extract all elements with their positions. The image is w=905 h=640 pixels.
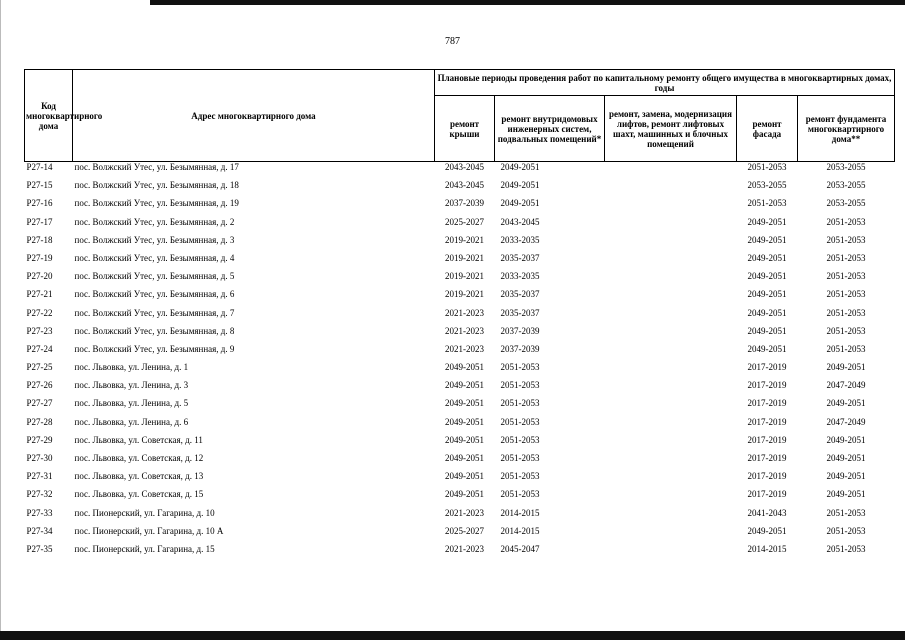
table-row <box>25 326 895 344</box>
cell-elevators <box>605 398 737 416</box>
cell-code: P27-28 <box>26 416 53 427</box>
cell-address: пос. Волжский Утес, ул. Безымянная, д. 3 <box>74 234 235 245</box>
cell-engineering: 2014-2015 <box>500 507 540 518</box>
cell-elevators <box>605 344 737 362</box>
table-row <box>25 271 895 289</box>
cell-foundation: 2049-2051 <box>826 453 866 463</box>
table-row <box>25 180 895 198</box>
cell-engineering: 2049-2051 <box>500 198 540 209</box>
cell-facade: 2049-2051 <box>747 252 787 263</box>
cell-foundation: 2051-2053 <box>826 252 866 263</box>
cell-address: пос. Волжский Утес, ул. Безымянная, д. 8 <box>74 325 235 336</box>
cell-elevators <box>605 162 737 181</box>
cell-code: P27-18 <box>26 234 53 245</box>
cell-facade: 2053-2055 <box>747 180 787 191</box>
cell-elevators <box>605 326 737 344</box>
cell-roof: 2021-2023 <box>445 343 484 354</box>
cell-elevators <box>605 362 737 380</box>
scan-top-bar <box>150 0 905 5</box>
cell-address: пос. Волжский Утес, ул. Безымянная, д. 18 <box>74 180 239 191</box>
cell-engineering: 2051-2053 <box>500 398 540 409</box>
cell-foundation: 2049-2051 <box>826 471 866 482</box>
cell-facade: 2017-2019 <box>747 489 787 500</box>
cell-elevators <box>605 453 737 471</box>
table-row <box>25 544 895 562</box>
cell-roof: 2049-2051 <box>445 434 484 445</box>
cell-engineering: 2051-2053 <box>500 453 540 463</box>
header-address: Адрес многоквартирного дома <box>73 70 435 162</box>
cell-code: P27-31 <box>26 471 53 482</box>
cell-foundation: 2049-2051 <box>826 434 866 445</box>
cell-foundation: 2051-2053 <box>826 343 866 354</box>
cell-facade: 2051-2053 <box>747 198 787 209</box>
cell-engineering: 2051-2053 <box>500 362 540 373</box>
cell-facade: 2049-2051 <box>747 289 787 300</box>
cell-engineering: 2035-2037 <box>500 252 540 263</box>
cell-roof: 2049-2051 <box>445 398 484 409</box>
table-row <box>25 162 895 181</box>
cell-engineering: 2051-2053 <box>500 489 540 500</box>
cell-elevators <box>605 544 737 562</box>
cell-address: пос. Львовка, ул. Советская, д. 11 <box>74 434 203 445</box>
table-row <box>25 471 895 489</box>
cell-roof: 2037-2039 <box>445 198 484 209</box>
cell-engineering: 2051-2053 <box>500 434 540 445</box>
cell-foundation: 2051-2053 <box>826 271 866 282</box>
cell-facade: 2017-2019 <box>747 362 787 373</box>
cell-roof: 2021-2023 <box>445 307 484 318</box>
cell-foundation: 2053-2055 <box>826 198 866 209</box>
cell-roof: 2049-2051 <box>445 471 484 482</box>
cell-facade: 2017-2019 <box>747 380 787 391</box>
cell-foundation: 2049-2051 <box>826 398 866 409</box>
table-row <box>25 362 895 380</box>
header-foundation: ремонт фундамента многоквартирного дома** <box>798 96 895 162</box>
page-number: 787 <box>445 36 460 47</box>
cell-address: пос. Львовка, ул. Советская, д. 15 <box>74 489 204 500</box>
cell-address: пос. Волжский Утес, ул. Безымянная, д. 9 <box>74 343 235 354</box>
cell-code: P27-26 <box>26 380 53 391</box>
cell-foundation: 2051-2053 <box>826 289 866 300</box>
table-row <box>25 380 895 398</box>
cell-code: P27-23 <box>26 325 53 336</box>
cell-foundation: 2049-2051 <box>826 489 866 500</box>
cell-facade: 2017-2019 <box>747 453 787 463</box>
cell-code: P27-25 <box>26 362 53 373</box>
cell-code: P27-16 <box>26 198 53 209</box>
cell-foundation: 2049-2051 <box>826 362 866 373</box>
page-left-border <box>0 0 1 631</box>
cell-facade: 2017-2019 <box>747 434 787 445</box>
table-row <box>25 217 895 235</box>
cell-code: P27-22 <box>26 307 53 318</box>
table-row <box>25 508 895 526</box>
cell-code: P27-24 <box>26 343 53 354</box>
cell-engineering: 2035-2037 <box>500 307 540 318</box>
cell-address: пос. Волжский Утес, ул. Безымянная, д. 7 <box>74 307 235 318</box>
cell-elevators <box>605 180 737 198</box>
cell-address: пос. Волжский Утес, ул. Безымянная, д. 4 <box>74 252 235 263</box>
cell-address: пос. Пионерский, ул. Гагарина, д. 15 <box>74 543 215 554</box>
cell-facade: 2049-2051 <box>747 271 787 282</box>
cell-facade: 2017-2019 <box>747 398 787 409</box>
cell-facade: 2017-2019 <box>747 471 787 482</box>
cell-foundation: 2051-2053 <box>826 525 866 536</box>
cell-engineering: 2051-2053 <box>500 416 540 427</box>
cell-foundation: 2051-2053 <box>826 216 866 227</box>
cell-facade: 2014-2015 <box>747 543 787 554</box>
cell-elevators <box>605 380 737 398</box>
cell-roof: 2019-2021 <box>445 271 484 282</box>
cell-address: пос. Львовка, ул. Ленина, д. 3 <box>74 380 189 391</box>
table-row <box>25 308 895 326</box>
cell-roof: 2049-2051 <box>445 362 484 373</box>
cell-roof: 2021-2023 <box>445 543 484 554</box>
cell-code: P27-19 <box>26 252 53 263</box>
cell-elevators <box>605 253 737 271</box>
cell-code: P27-27 <box>26 398 53 409</box>
cell-facade: 2049-2051 <box>747 234 787 245</box>
cell-roof: 2025-2027 <box>445 525 484 536</box>
cell-address: пос. Волжский Утес, ул. Безымянная, д. 5 <box>74 271 235 282</box>
cell-address: пос. Пионерский, ул. Гагарина, д. 10 <box>74 507 215 518</box>
cell-elevators <box>605 508 737 526</box>
cell-engineering: 2051-2053 <box>500 380 540 391</box>
table-row <box>25 526 895 544</box>
cell-engineering: 2037-2039 <box>500 343 540 354</box>
repair-schedule-table <box>24 69 895 562</box>
cell-address: пос. Волжский Утес, ул. Безымянная, д. 17 <box>74 162 239 172</box>
cell-facade: 2049-2051 <box>747 216 787 227</box>
cell-address: пос. Пионерский, ул. Гагарина, д. 10 А <box>74 525 224 536</box>
cell-code: P27-15 <box>26 180 53 191</box>
header-planned-periods: Плановые периоды проведения работ по капитальному ремонту общего имущества в многоквартирных домах, годы <box>435 70 895 96</box>
cell-elevators <box>605 235 737 253</box>
cell-address: пос. Волжский Утес, ул. Безымянная, д. 19 <box>74 198 239 209</box>
cell-foundation: 2053-2055 <box>826 162 866 172</box>
header-elevators: ремонт, замена, модернизация лифтов, ремонт лифтовых шахт, машинных и блочных помещений <box>605 96 737 162</box>
cell-code: P27-35 <box>26 543 53 554</box>
cell-roof: 2043-2045 <box>445 162 484 172</box>
cell-engineering: 2045-2047 <box>500 543 540 554</box>
table-row <box>25 235 895 253</box>
cell-code: P27-17 <box>26 216 53 227</box>
cell-roof: 2043-2045 <box>445 180 484 191</box>
cell-foundation: 2051-2053 <box>826 307 866 318</box>
cell-roof: 2049-2051 <box>445 489 484 500</box>
cell-address: пос. Волжский Утес, ул. Безымянная, д. 2 <box>74 216 235 227</box>
cell-address: пос. Львовка, ул. Ленина, д. 5 <box>74 398 189 409</box>
table-row <box>25 398 895 416</box>
table-row <box>25 453 895 471</box>
cell-address: пос. Волжский Утес, ул. Безымянная, д. 6 <box>74 289 235 300</box>
cell-facade: 2017-2019 <box>747 416 787 427</box>
cell-elevators <box>605 526 737 544</box>
cell-facade: 2041-2043 <box>747 507 787 518</box>
cell-elevators <box>605 198 737 216</box>
cell-facade: 2049-2051 <box>747 325 787 336</box>
cell-roof: 2019-2021 <box>445 252 484 263</box>
cell-foundation: 2051-2053 <box>826 325 866 336</box>
cell-code: P27-21 <box>26 289 53 300</box>
cell-foundation: 2047-2049 <box>826 416 866 427</box>
cell-roof: 2021-2023 <box>445 507 484 518</box>
cell-facade: 2049-2051 <box>747 525 787 536</box>
cell-elevators <box>605 308 737 326</box>
cell-facade: 2049-2051 <box>747 307 787 318</box>
table-row <box>25 344 895 362</box>
cell-address: пос. Львовка, ул. Ленина, д. 6 <box>74 416 189 427</box>
cell-roof: 2019-2021 <box>445 289 484 300</box>
cell-elevators <box>605 489 737 507</box>
header-code: Код многоквартирного дома <box>25 70 73 162</box>
table-row <box>25 435 895 453</box>
cell-foundation: 2051-2053 <box>826 507 866 518</box>
cell-elevators <box>605 417 737 435</box>
cell-engineering: 2049-2051 <box>500 162 540 172</box>
cell-code: P27-20 <box>26 271 53 282</box>
cell-roof: 2021-2023 <box>445 325 484 336</box>
cell-foundation: 2047-2049 <box>826 380 866 391</box>
cell-code: P27-29 <box>26 434 53 445</box>
scan-bottom-bar <box>0 631 905 640</box>
cell-address: пос. Львовка, ул. Ленина, д. 1 <box>74 362 189 373</box>
cell-engineering: 2014-2015 <box>500 525 540 536</box>
cell-elevators <box>605 271 737 289</box>
cell-code: P27-34 <box>26 525 53 536</box>
cell-address: пос. Львовка, ул. Советская, д. 13 <box>74 471 204 482</box>
table-row <box>25 289 895 307</box>
table-row <box>25 489 895 507</box>
header-roof: ремонт крыши <box>435 96 495 162</box>
table-row <box>25 198 895 216</box>
cell-code: P27-30 <box>26 453 53 463</box>
cell-engineering: 2033-2035 <box>500 271 540 282</box>
cell-elevators <box>605 471 737 489</box>
header-engineering: ремонт внутридомовых инженерных систем, подвальных помещений* <box>495 96 605 162</box>
table-row <box>25 417 895 435</box>
cell-engineering: 2033-2035 <box>500 234 540 245</box>
table-row <box>25 253 895 271</box>
cell-code: P27-14 <box>26 162 53 172</box>
header-facade: ремонт фасада <box>737 96 798 162</box>
table-body <box>25 162 895 563</box>
cell-foundation: 2053-2055 <box>826 180 866 191</box>
cell-address: пос. Львовка, ул. Советская, д. 12 <box>74 453 204 463</box>
cell-engineering: 2035-2037 <box>500 289 540 300</box>
cell-facade: 2049-2051 <box>747 343 787 354</box>
cell-foundation: 2051-2053 <box>826 543 866 554</box>
cell-code: P27-33 <box>26 507 53 518</box>
cell-roof: 2025-2027 <box>445 216 484 227</box>
cell-facade: 2051-2053 <box>747 162 787 172</box>
cell-engineering: 2049-2051 <box>500 180 540 191</box>
cell-engineering: 2037-2039 <box>500 325 540 336</box>
cell-roof: 2049-2051 <box>445 380 484 391</box>
cell-elevators <box>605 435 737 453</box>
cell-code: P27-32 <box>26 489 53 500</box>
cell-foundation: 2051-2053 <box>826 234 866 245</box>
cell-elevators <box>605 217 737 235</box>
cell-roof: 2049-2051 <box>445 416 484 427</box>
cell-roof: 2049-2051 <box>445 453 484 463</box>
cell-roof: 2019-2021 <box>445 234 484 245</box>
cell-elevators <box>605 289 737 307</box>
cell-engineering: 2043-2045 <box>500 216 540 227</box>
cell-engineering: 2051-2053 <box>500 471 540 482</box>
